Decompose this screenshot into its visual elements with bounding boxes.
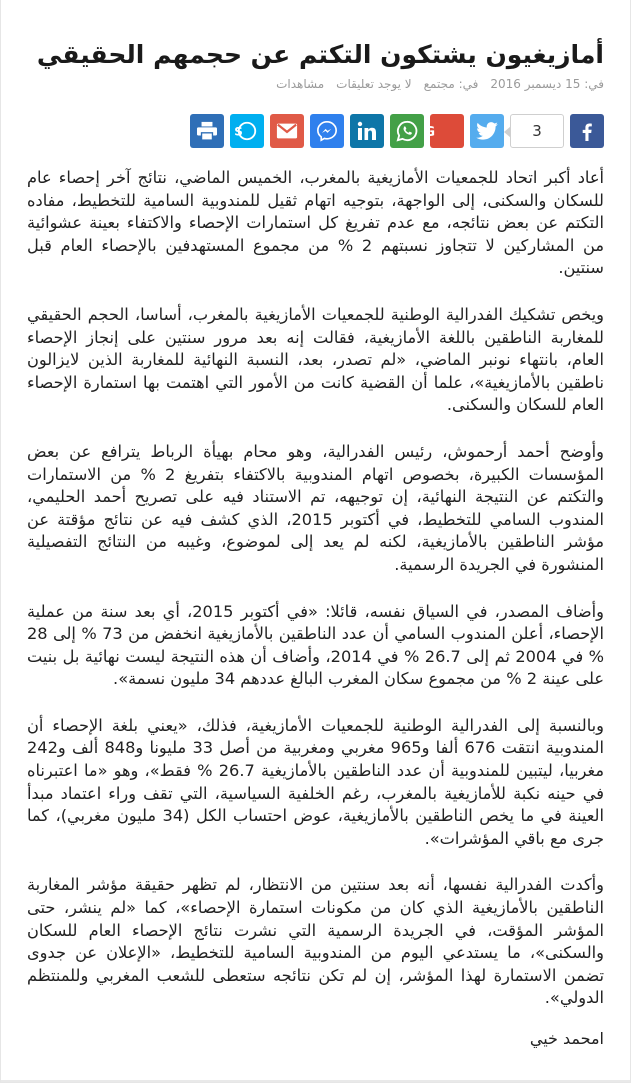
bottom-divider xyxy=(1,1080,630,1082)
google-plus-share-button[interactable] xyxy=(424,114,464,148)
gmail-share-button[interactable] xyxy=(270,114,304,148)
messenger-share-button[interactable] xyxy=(310,114,344,148)
meta-category-link[interactable]: في: مجتمع xyxy=(423,77,479,91)
article-paragraph: وأكدت الفدرالية نفسها، أنه بعد سنتين من الانتظار، لم تظهر حقيقة مؤشر المغاربة الناطقين بالأمازيغية الذي كان من مكونات استمارة الإحصاء»، كما «لم ينشر، حتى المؤشر المؤقت، في الجريدة الرسمية التي نشرت نتائج الإحصاء العام للسكان والسكنى»، ما يستدعي اليوم من المندوبية السامية للتخطيط، «الإعلان عن جدوى تضمن الاستمارة لهذا المؤشر، إن لم تكن نتائجه ستعطى للشعب المغربي وللمنتظم الدولي». xyxy=(27,875,604,1008)
article-paragraph: وأوضح أحمد أرحموش، رئيس الفدرالية، وهو محام بهيأة الرباط يترافع عن بعض المؤسسات الكبيرة، بخصوص اتهام المندوبية بالاكتفاء بتفريغ 2 % من الاستمارات والتكتم عن النتيجة النهائية، إن توجيهه، تم الاستناد فيه على تصريح أحمد الحليمي، المندوب السامي للتخطيط، في أكتوبر 2015، الذي كشف فيه عن نتائج مؤقتة عن مؤشر الناطقين بالأمازيغية، لكنه لم يعد إلى لموضوع، وغيبه من النتائج التفصيلية المنشورة في الجريدة الرسمية. xyxy=(27,441,604,574)
linkedin-icon xyxy=(357,121,377,141)
skype-icon xyxy=(236,120,258,142)
whatsapp-share-button[interactable] xyxy=(390,114,424,148)
article-paragraph: وأضاف المصدر، في السياق نفسه، قائلا: «في أكتوبر 2015، أي بعد سنة من عملية الإحصاء، أعلن المندوب السامي أن عدد الناطقين بالأمازيغية انخفض من 73 % إلى 28 % في 2004 ثم إلى 26.7 % في 2014، وأضاف أن هذه النتيجة ليست نهائية بل بنيت على عينة 2 % من مجموع سكان المغرب البالغ عددهم 34 مليون نسمة». xyxy=(27,601,605,689)
gmail-icon xyxy=(276,122,298,140)
messenger-icon xyxy=(316,120,338,142)
print-icon xyxy=(196,121,218,141)
whatsapp-icon xyxy=(396,120,418,142)
article-meta xyxy=(27,77,604,91)
twitter-icon xyxy=(476,122,498,140)
article-paragraph: وبالنسبة إلى الفدرالية الوطنية للجمعيات الأمازيغية، فذلك، «يعني بلغة الإحصاء أن المندوبية انتقت 676 ألفا و965 مغربي ومغربية من أصل 33 مليونا و848 ألف و242 مغربيا، ليتبين للمندوبية أن عدد الناطقين بالأمازيغية 26.7 % فقط»، وهو «ما اعتبرناه في حينه نكبة للأمازيغية بالمغرب، رغم الخلفية السياسية، التي تقف وراء اعتماد مبدأ العينة في ما يخص الناطقين بالأمازيغية، عوض احتساب الكل (34 مليون مغربي)، كما جرى مع باقي المؤشرات». xyxy=(27,715,604,848)
meta-date: في: 15 ديسمبر 2016 xyxy=(490,77,604,91)
svg-text:S: S xyxy=(234,124,243,139)
print-button[interactable] xyxy=(190,114,224,148)
facebook-share-button[interactable] xyxy=(570,114,604,148)
article-paragraph: ويخص تشكيك الفدرالية الوطنية للجمعيات الأمازيغية بالمغرب، أساسا، الحجم الحقيقي للمغاربة الناطقين باللغة الأمازيغية، فقالت إنه بعد مرور سنتين على إنجاز الإحصاء العام، بانتهاء نونبر الماضي، «لم تصدر، بعد، النسبة النهائية للمغاربة الذين لايزالون ناطقين بالأمازيغية»، علما أن القضية كانت من الأمور التي اهتمت بها استمارة الإحصاء العام للسكان والسكنى. xyxy=(27,304,604,415)
share-count: 3 xyxy=(510,114,564,148)
article-body xyxy=(27,167,604,1051)
facebook-icon xyxy=(578,121,596,141)
svg-text:G+: G xyxy=(424,125,435,140)
linkedin-share-button[interactable] xyxy=(350,114,384,148)
skype-share-button[interactable] xyxy=(230,114,264,148)
article-paragraph: أعاد أكبر اتحاد للجمعيات الأمازيغية بالمغرب، الخميس الماضي، نتائج آخر إحصاء عام للسكان والسكنى، إلى الواجهة، بتوجيه اتهام ثقيل للمندوبية السامية للتخطيط، مفاده التكتم عن بعض نتائجه، مع عدم تفريغ كل استمارات الإحصاء والاكتفاء بعينة عشوائية من المشاركين لا تتجاوز نسبتهم 2 % من مجموع المستهدفين بالإحصاء العام قبل سنتين. xyxy=(27,168,605,278)
twitter-share-button[interactable] xyxy=(470,114,504,148)
article-title: أمازيغيون يشتكون التكتم عن حجمهم الحقيقي xyxy=(36,40,604,69)
meta-views: مشاهدات xyxy=(276,77,325,91)
article-author: امحمد خيي xyxy=(529,1029,604,1048)
share-bar xyxy=(27,114,604,148)
google-plus-icon xyxy=(424,123,459,140)
meta-comments-link[interactable]: لا يوجد تعليقات xyxy=(336,77,412,91)
